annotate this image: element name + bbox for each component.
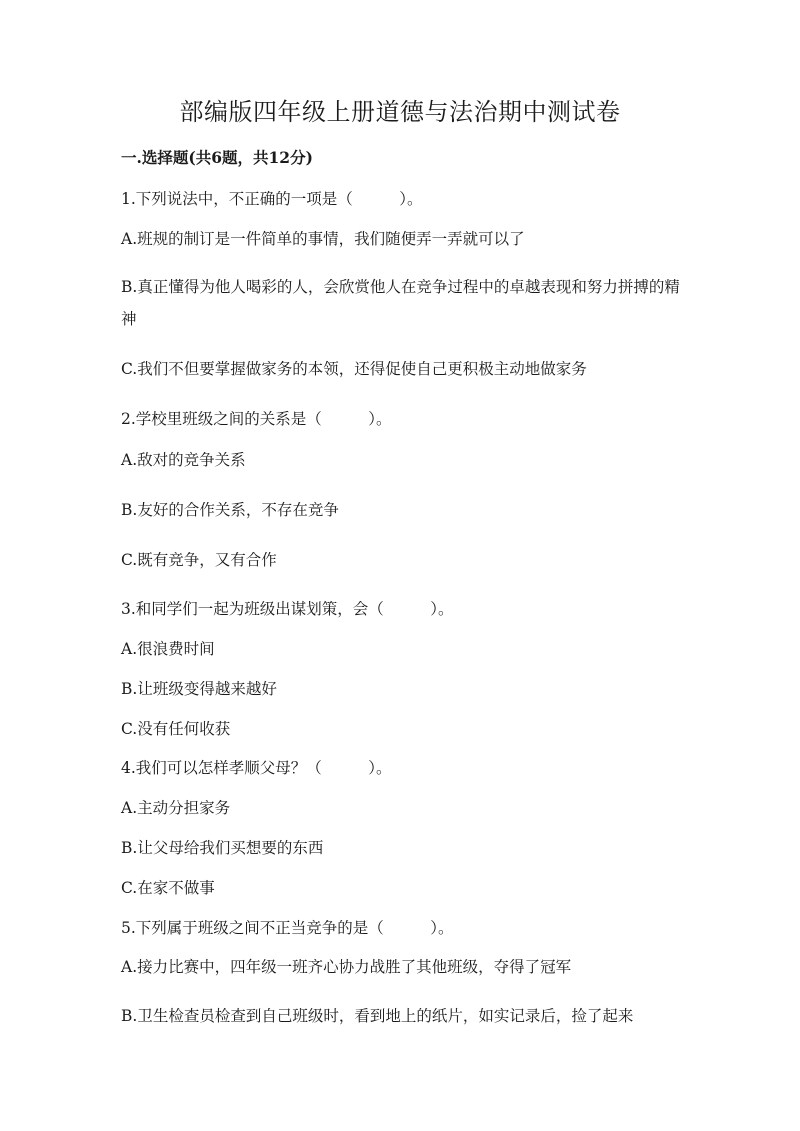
question-5-option-a: A.接力比赛中，四年级一班齐心协力战胜了其他班级，夺得了冠军 — [121, 958, 572, 976]
question-1-option-a: A.班规的制订是一件简单的事情，我们随便弄一弄就可以了 — [121, 230, 525, 248]
question-2-option-c: C.既有竞争，又有合作 — [121, 551, 277, 569]
question-2-stem: 2.学校里班级之间的关系是（ ）。 — [121, 410, 392, 428]
question-5-option-b: B.卫生检查员检查到自己班级时，看到地上的纸片，如实记录后，捡了起来 — [121, 1007, 634, 1025]
question-2-option-a: A.敌对的竞争关系 — [121, 451, 246, 469]
question-2-option-b: B.友好的合作关系，不存在竞争 — [121, 501, 339, 519]
question-4-option-c: C.在家不做事 — [121, 879, 215, 897]
section-heading: 一.选择题(共6题，共12分) — [121, 148, 313, 167]
question-1-option-c: C.我们不但要掌握做家务的本领，还得促使自己更积极主动地做家务 — [121, 360, 587, 378]
question-3-option-b: B.让班级变得越来越好 — [121, 680, 277, 698]
question-3-stem: 3.和同学们一起为班级出谋划策，会（ ）。 — [121, 600, 454, 618]
page-title: 部编版四年级上册道德与法治期中测试卷 — [179, 98, 621, 126]
question-4-stem: 4.我们可以怎样孝顺父母？（ ）。 — [121, 759, 392, 777]
question-3-option-c: C.没有任何收获 — [121, 720, 231, 738]
question-5-stem: 5.下列属于班级之间不正当竞争的是（ ）。 — [121, 919, 454, 937]
question-1-option-b: B.真正懂得为他人喝彩的人，会欣赏他人在竞争过程中的卓越表现和努力拼搏的精神 — [121, 278, 680, 328]
question-3-option-a: A.很浪费时间 — [121, 640, 215, 658]
question-4-option-b: B.让父母给我们买想要的东西 — [121, 839, 324, 857]
question-4-option-a: A.主动分担家务 — [121, 799, 231, 817]
question-1-stem: 1.下列说法中，不正确的一项是（ ）。 — [121, 190, 423, 208]
